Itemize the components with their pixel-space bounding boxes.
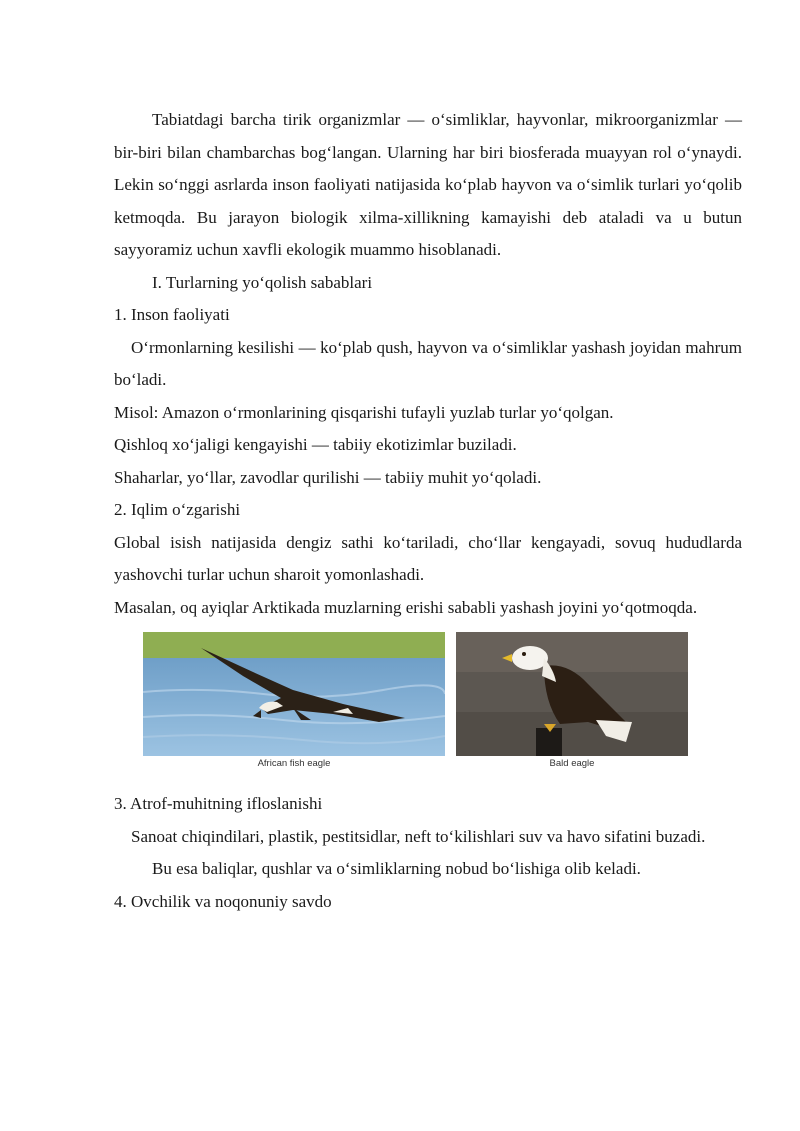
- heading-1: 1. Inson faoliyati: [114, 305, 230, 324]
- intro-paragraph: Tabiatdagi barcha tirik organizmlar — o‘simliklar, hayvonlar, mikroorganizmlar — bir-biri bilan chambarchas bog‘langan. Ularning har biri biosferada muayyan rol o‘ynaydi. Lekin so‘nggi asrlarda inson faoliyati natijasida ko‘plab hayvon va o‘simlik turlari yo‘qolib ketmoqda. Bu jarayon biologik xilma-xillikning kamayishi deb ataladi va u butun sayyoramiz uchun xavfli ekologik muammo hisoblanadi.: [114, 110, 742, 259]
- figure-row: [114, 632, 742, 788]
- heading-4: 4. Ovchilik va noqonuniy savdo: [114, 891, 332, 911]
- bald-eagle-image: [456, 632, 688, 756]
- heading-3: 3. Atrof-muhitning ifloslanishi: [114, 794, 323, 813]
- paragraph-3a: Sanoat chiqindilari, plastik, pestitsidlar, neft to‘kilishlari suv va havo sifatini buzadi.: [131, 826, 706, 846]
- section-title: I. Turlarning yo‘qolish sabablari: [152, 272, 373, 292]
- paragraph-1b: Misol: Amazon o‘rmonlarining qisqarishi tufayli yuzlab turlar yo‘qolgan.: [114, 402, 614, 422]
- figure-bald-eagle: [456, 632, 688, 770]
- paragraph-1d: Shaharlar, yo‘llar, zavodlar qurilishi — tabiiy muhit yo‘qoladi.: [114, 467, 542, 487]
- heading-2: 2. Iqlim o‘zgarishi: [114, 500, 241, 519]
- paragraph-2b: Masalan, oq ayiqlar Arktikada muzlarning erishi sababli yashash joyini yo‘qotmoqda.: [114, 597, 698, 617]
- document-page: [114, 104, 742, 918]
- figure-african-fish-eagle: [143, 632, 445, 770]
- paragraph-1a: O‘rmonlarning kesilishi — ko‘plab qush, hayvon va o‘simliklar yashash joyidan mahrum bo‘ladi.: [114, 337, 742, 389]
- paragraph-2a: Global isish natijasida dengiz sathi ko‘tariladi, cho‘llar kengayadi, sovuq hududlarda yashovchi turlar uchun sharoit yomonlashadi.: [114, 532, 742, 584]
- right-figure-caption: Bald eagle: [549, 758, 595, 769]
- left-figure-caption: African fish eagle: [257, 758, 331, 769]
- paragraph-3b: Bu esa baliqlar, qushlar va o‘simliklarning nobud bo‘lishiga olib keladi.: [152, 859, 641, 878]
- african-fish-eagle-image: [143, 632, 445, 756]
- paragraph-1c: Qishloq xo‘jaligi kengayishi — tabiiy ekotizimlar buziladi.: [114, 435, 517, 454]
